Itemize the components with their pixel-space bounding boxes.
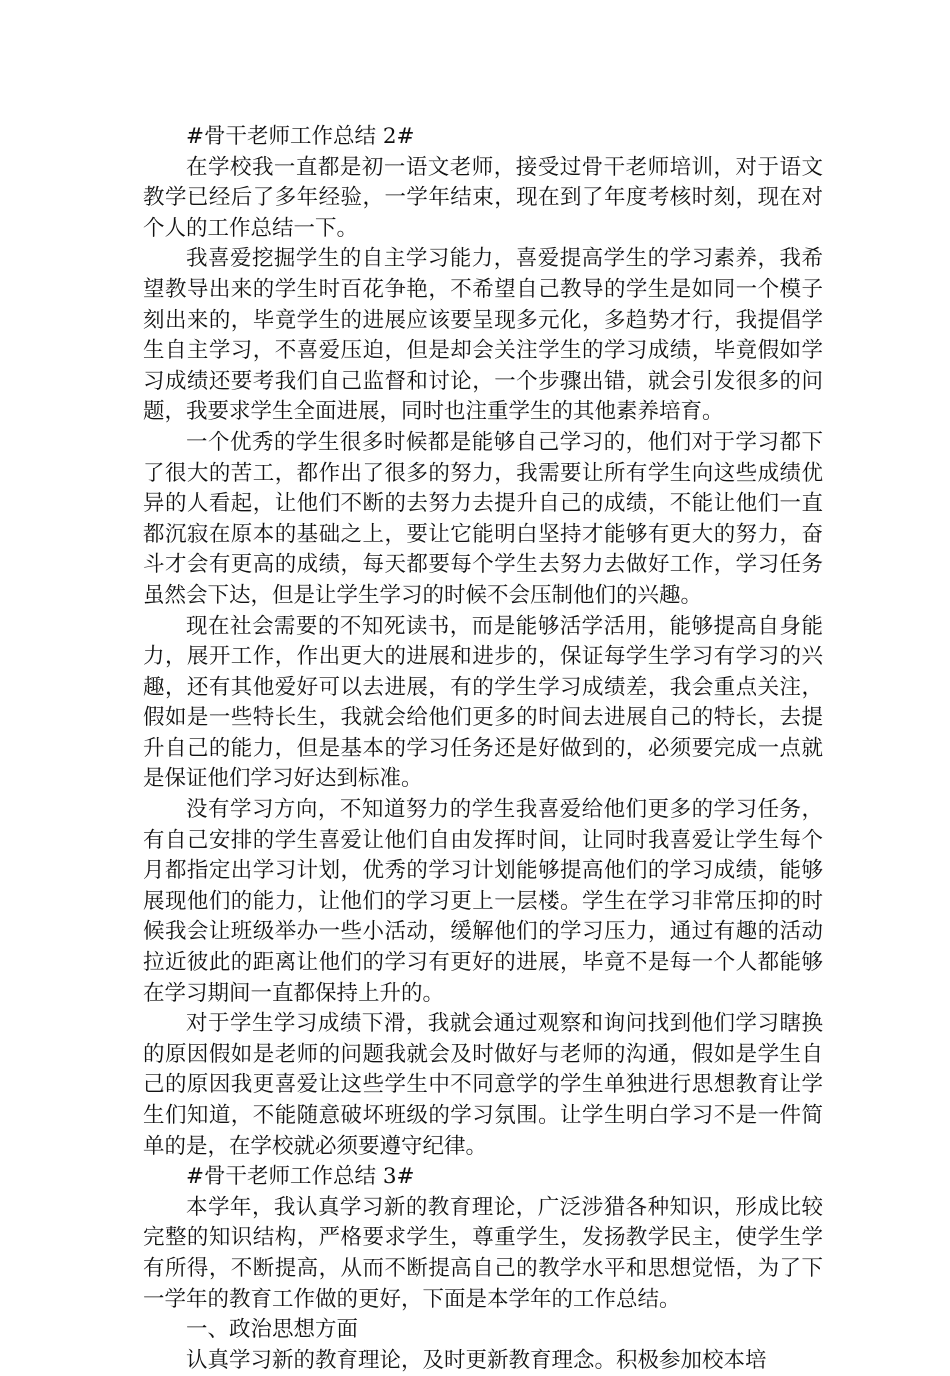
section-heading-political-thought: 一、政治思想方面 [186, 1317, 359, 1343]
document-body [143, 122, 823, 1376]
paragraph-intro: 在学校我一直都是初一语文老师，接受过骨干老师培训，对于语文教学已经后了多年经验，一学年结束，现在到了年度考核时刻，现在对个人的工作总结一下。 [143, 154, 823, 241]
paragraph-society-needs: 现在社会需要的不知死读书，而是能够活学活用，能够提高自身能力，展开工作，作出更大的进展和进步的，保证每学生学习有学习的兴趣，还有其他爱好可以去进展，有的学生学习成绩差，我会重点关注，假如是一些特长生，我就会给他们更多的时间去进展自己的特长，去提升自己的能力，但是基本的学习任务还是好做到的，必须要完成一点就是保证他们学习好达到标准。 [143, 613, 823, 792]
section-heading-summary-3: #骨干老师工作总结 3# [186, 1164, 415, 1190]
paragraph-excellent-students: 一个优秀的学生很多时候都是能够自己学习的，他们对于学习都下了很大的苦工，都作出了很多的努力，我需要让所有学生向这些成绩优异的人看起，让他们不断的去努力去提升自己的成绩，不能让他们一直都沉寂在原本的基础之上，要让它能明白坚持才能够有更大的努力，奋斗才会有更高的成绩，每天都要每个学生去努力去做好工作，学习任务虽然会下达，但是让学生学习的时候不会压制他们的兴趣。 [143, 429, 823, 608]
paragraph-grade-decline: 对于学生学习成绩下滑，我就会通过观察和询问找到他们学习瞎换的原因假如是老师的问题我就会及时做好与老师的沟通，假如是学生自己的原因我更喜爱让这些学生中不同意学的学生单独进行思想教育让学生们知道，不能随意破坏班级的学习氛围。让学生明白学习不是一件简单的是，在学校就必须要遵守纪律。 [143, 1011, 823, 1159]
section-heading-summary-2: #骨干老师工作总结 2# [186, 124, 415, 149]
paragraph-study-theory: 认真学习新的教育理论，及时更新教育理念。积极参加校本培 [186, 1347, 767, 1373]
paragraph-autonomous-learning: 我喜爱挖掘学生的自主学习能力，喜爱提高学生的学习素养，我希望教导出来的学生时百花争艳，不希望自己教导的学生是如同一个模子刻出来的，毕竟学生的进展应该要呈现多元化，多趋势才行，我提倡学生自主学习，不喜爱压迫，但是却会关注学生的学习成绩，毕竟假如学习成绩还要考我们自己监督和讨论，一个步骤出错，就会引发很多的问题，我要求学生全面进展，同时也注重学生的其他素养培育。 [143, 246, 823, 425]
paragraph-learning-direction: 没有学习方向，不知道努力的学生我喜爱给他们更多的学习任务，有自己安排的学生喜爱让他们自由发挥时间，让同时我喜爱让学生每个月都指定出学习计划，优秀的学习计划能够提高他们的学习成绩，能够展现他们的能力，让他们的学习更上一层楼。学生在学习非常压抑的时候我会让班级举办一些小活动，缓解他们的学习压力，通过有趣的活动拉近彼此的距离让他们的学习有更好的进展，毕竟不是每一个人都能够在学习期间一直都保持上升的。 [143, 797, 823, 1006]
paragraph-this-year: 本学年，我认真学习新的教育理论，广泛涉猎各种知识，形成比较完整的知识结构，严格要求学生，尊重学生，发扬教学民主，使学生学有所得，不断提高，从而不断提高自己的教学水平和思想觉悟，为了下一学年的教育工作做的更好，下面是本学年的工作总结。 [143, 1194, 823, 1312]
